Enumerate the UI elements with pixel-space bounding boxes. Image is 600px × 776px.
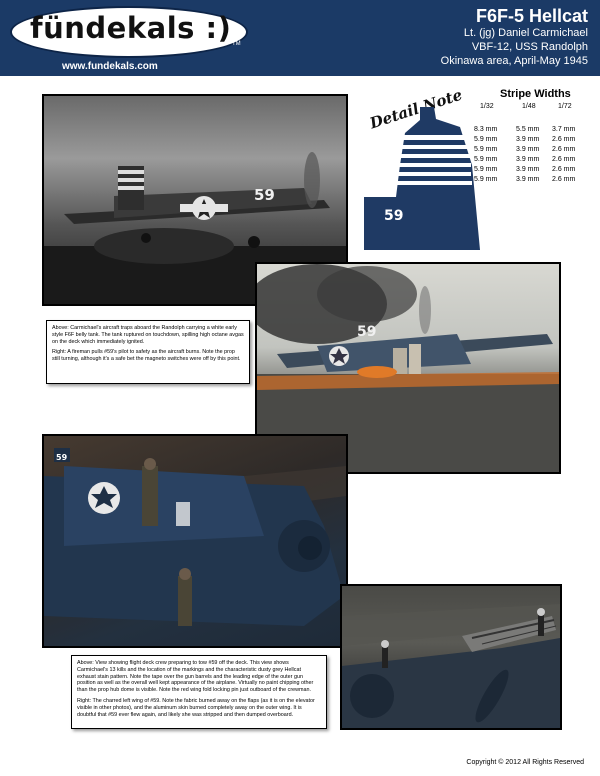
caption-paragraph: Right: The charred left wing of #59. Note the fabric burned away on the flaps (as it is on the elevator visible in other photos), and the aluminum skin burned completely away on the outer wing. It is doubtful that #59 ever flew again, and likely she was stripped and then dumped overboard. <box>77 697 315 718</box>
stripe-cell: 5.9 mm <box>474 166 498 173</box>
title-block <box>441 6 588 68</box>
stripe-cell: 3.9 mm <box>516 156 540 163</box>
area-name: Okinawa area, April-May 1945 <box>440 55 588 67</box>
stripe-cell: 2.6 mm <box>552 136 576 143</box>
stripe-cell: 3.9 mm <box>516 176 540 183</box>
stripe-widths-title: Stripe Widths <box>500 88 571 100</box>
fuselage-number: 59 <box>357 324 377 340</box>
stripe-cell: 5.9 mm <box>474 156 498 163</box>
detail-note-label: Detail Note <box>367 85 465 133</box>
caption-paragraph: Right: A fireman pulls #59's pilot to safety as the aircraft burns. Note the prop still turning, although it's a safe bet the magneto switches were off by this point. <box>52 349 241 363</box>
caption-paragraph: Above: Carmichael's aircraft traps aboard the Randolph carrying a white early style F6F belly tank. The tank ruptured on touchdown, spilling high octane avgas on the deck which immediately ignited. <box>52 325 244 345</box>
photo-charred-wing <box>340 584 562 730</box>
fuselage-number: 59 <box>254 186 275 204</box>
scale-1-48: 1/48 <box>522 103 536 110</box>
photo-deck-crew <box>42 434 348 648</box>
tail-number: 59 <box>384 208 404 224</box>
caption-top <box>46 320 250 384</box>
stripe-cell: 2.6 mm <box>552 166 576 173</box>
stripe-cell: 5.9 mm <box>474 146 498 153</box>
stripe-cell: 2.6 mm <box>552 156 576 163</box>
stripe-cell: 3.9 mm <box>516 146 540 153</box>
trademark: TM <box>232 41 241 47</box>
stripe-cell: 2.6 mm <box>552 146 576 153</box>
brand-name: fündekals :) <box>30 11 232 45</box>
scale-1-72: 1/72 <box>558 103 572 110</box>
copyright-notice: Copyright © 2012 All Rights Reserved <box>466 759 584 766</box>
stripe-cell: 5.9 mm <box>474 136 498 143</box>
scale-1-32: 1/32 <box>480 103 494 110</box>
stripe-cell: 3.9 mm <box>516 136 540 143</box>
page-title: F6F-5 Hellcat <box>475 6 588 26</box>
stripe-cell: 2.6 mm <box>552 176 576 183</box>
stripe-cell: 5.9 mm <box>474 176 498 183</box>
pilot-name: Lt. (jg) Daniel Carmichael <box>463 27 588 39</box>
stripe-cell: 3.7 mm <box>552 126 576 133</box>
tail-diagram <box>360 105 490 260</box>
caption-bottom <box>71 655 327 729</box>
stripe-cell: 5.5 mm <box>516 126 540 133</box>
website-link[interactable]: www.fundekals.com <box>62 61 158 72</box>
caption-paragraph: Above: View showing flight deck crew preparing to tow #59 off the deck. This view shows Carmichael's 13 kills and the location of the markings and the characteristic dusty grey Hellcat exhaust stain pattern. Note the tape over the gun barrels and the leading edge of the outer gun position as well as the overall well kept appearance of the airplane. Virtually no paint chipping other than the prop hub dome is visible. Note the red wing fold locking pin just outboard of the crewman. <box>77 660 314 694</box>
tail-number: 59 <box>56 453 68 462</box>
stripe-cell: 3.9 mm <box>516 166 540 173</box>
stripe-cell: 8.3 mm <box>474 126 498 133</box>
header-banner <box>0 0 600 76</box>
unit-name: VBF-12, USS Randolph <box>471 41 588 53</box>
